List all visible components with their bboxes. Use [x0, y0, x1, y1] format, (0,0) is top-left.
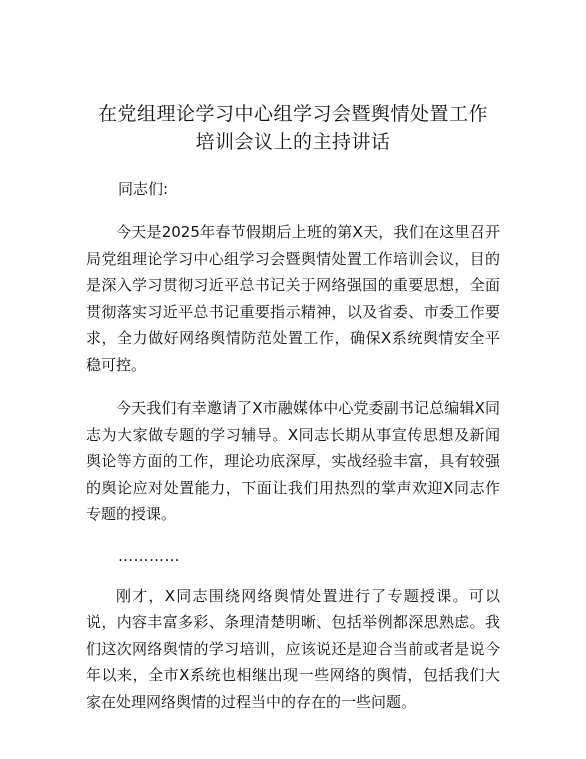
salutation: 同志们:	[118, 180, 169, 198]
paragraph-speaker-intro: 今天我们有幸邀请了X市融媒体中心党委副书记总编辑X同志为大家做专题的学习辅导。X同志长期从事宣传思想及新闻舆论等方面的工作，理论功底深厚，实战经验丰富，具有较强的舆论应对处置能力，下面让我们用热烈的掌声欢迎X同志作专题的授课。	[86, 399, 500, 523]
paragraph-opening: 今天是2025年春节假期后上班的第X天，我们在这里召开局党组理论学习中心组学习会暨舆情处置工作培训会议，目的是深入学习贯彻习近平总书记关于网络强国的重要思想，全面贯彻落实习近平总书记重要指示精神，以及省委、市委工作要求，全力做好网络舆情防范处置工作，确保X系统舆情安全平稳可控。	[86, 223, 500, 374]
title-line-2: 培训会议上的主持讲话	[195, 131, 391, 153]
document-title	[86, 100, 500, 156]
paragraph-summary: 刚才，X同志围绕网络舆情处置进行了专题授课。可以说，内容丰富多彩、条理清楚明晰、包括举例都深思熟虑。我们这次网络舆情的学习培训，应该说还是迎合当前或者是说今年以来，全市X系统也相继出现一些网络的舆情，包括我们大家在处理网络舆情的过程当中的存在的一些问题。	[86, 586, 500, 711]
ellipsis-separator: …………	[118, 546, 180, 565]
title-line-1: 在党组理论学习中心组学习会暨舆情处置工作	[97, 103, 488, 125]
